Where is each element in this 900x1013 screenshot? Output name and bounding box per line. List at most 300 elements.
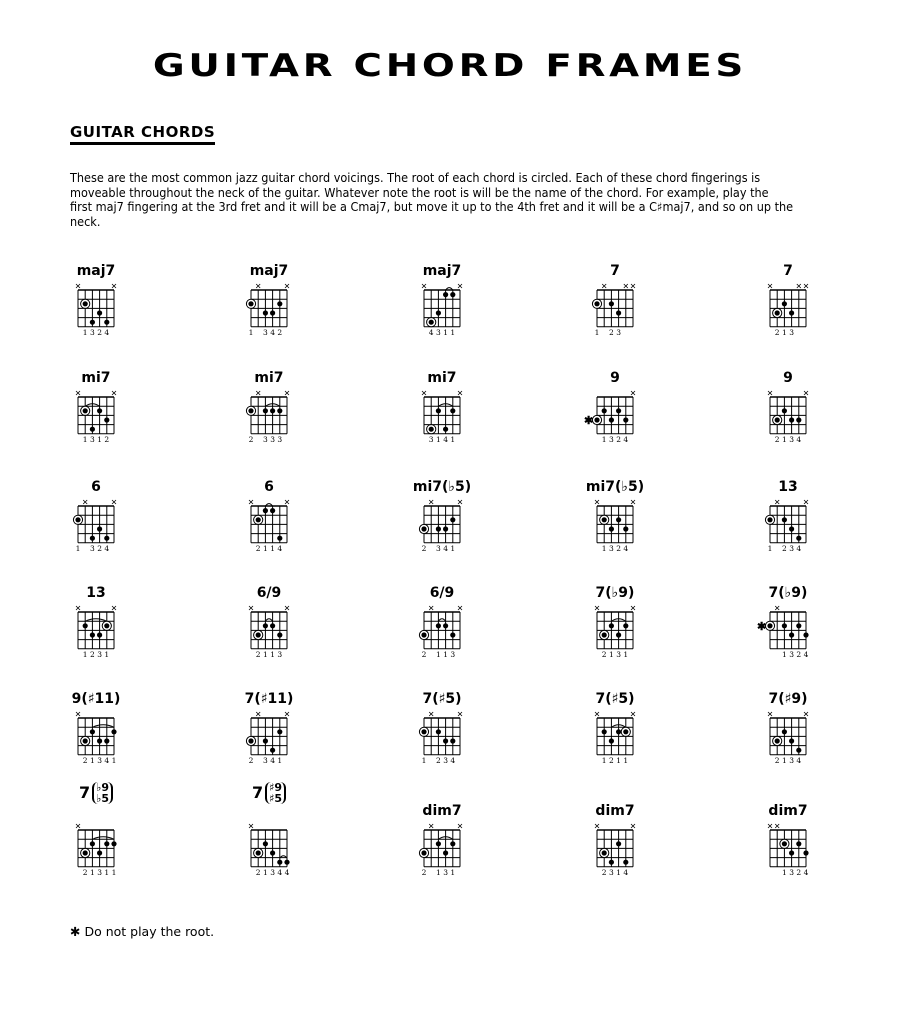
- finger-number: 2: [82, 755, 88, 765]
- finger-dot: [97, 526, 102, 531]
- fretboard-diagram: [237, 371, 337, 471]
- fretboard-diagram: [64, 804, 164, 904]
- finger-number: 4: [623, 867, 629, 877]
- finger-dot: [90, 841, 95, 846]
- chord-frame: [583, 264, 683, 364]
- finger-dot: [602, 729, 607, 734]
- finger-dot: [782, 301, 787, 306]
- finger-dot: [450, 408, 455, 413]
- finger-dot: [775, 417, 780, 422]
- finger-dot: [83, 623, 88, 628]
- finger-dot: [609, 738, 614, 743]
- finger-number: 1: [111, 867, 117, 877]
- finger-dot: [277, 301, 282, 306]
- chord-frame: [410, 371, 510, 471]
- finger-dot: [270, 623, 275, 628]
- chord-name: 9: [610, 370, 620, 386]
- chord-name: mi7(♭5): [585, 479, 645, 495]
- finger-number: 3: [263, 755, 268, 765]
- chord-name: mi7: [81, 370, 111, 386]
- finger-number: 2: [248, 434, 254, 444]
- finger-dot: [90, 320, 95, 325]
- fretboard-diagram: [583, 264, 683, 364]
- finger-number: 1: [263, 543, 268, 553]
- finger-number: 4: [270, 327, 275, 337]
- chord-frame: [64, 586, 164, 686]
- fretboard-diagram: [410, 264, 510, 364]
- finger-dot: [616, 408, 621, 413]
- finger-dot: [270, 408, 275, 413]
- chord-frame: [410, 804, 510, 904]
- finger-dot: [450, 632, 455, 637]
- chord-name: 6: [91, 479, 101, 495]
- chord-frame: [237, 692, 337, 792]
- finger-dot: [263, 508, 268, 513]
- finger-number: 4: [104, 327, 110, 337]
- finger-number: 2: [796, 867, 802, 877]
- finger-dot: [616, 310, 621, 315]
- finger-number: 1: [436, 867, 441, 877]
- finger-number: 3: [450, 649, 456, 659]
- finger-dot: [429, 427, 434, 432]
- finger-number: 3: [97, 755, 102, 765]
- finger-number: 4: [104, 543, 110, 553]
- finger-number: 1: [270, 649, 275, 659]
- chord-name: 7(♯9): [768, 691, 808, 707]
- finger-number: 3: [97, 649, 102, 659]
- fretboard-diagram: [237, 804, 337, 904]
- finger-dot: [443, 850, 448, 855]
- finger-dot: [90, 632, 95, 637]
- fretboard-diagram: [756, 804, 856, 904]
- finger-dot: [450, 738, 455, 743]
- finger-dot: [270, 850, 275, 855]
- finger-dot: [256, 632, 261, 637]
- chord-frame: [410, 264, 510, 364]
- finger-dot: [436, 729, 441, 734]
- fretboard-diagram: [64, 264, 164, 364]
- chord-frame: [410, 480, 510, 580]
- finger-dot: [623, 417, 628, 422]
- finger-number: 1: [450, 434, 456, 444]
- finger-number: 1: [601, 755, 607, 765]
- finger-number: 1: [623, 649, 629, 659]
- finger-dot: [609, 417, 614, 422]
- chord-frame: [237, 781, 337, 904]
- finger-dot: [803, 850, 808, 855]
- finger-dot: [796, 417, 801, 422]
- finger-dot: [450, 517, 455, 522]
- finger-number: 2: [616, 543, 621, 553]
- finger-dot: [248, 301, 253, 306]
- finger-number: 2: [248, 755, 254, 765]
- finger-dot: [782, 841, 787, 846]
- finger-dot: [594, 301, 599, 306]
- finger-dot: [443, 738, 448, 743]
- finger-number: 1: [450, 867, 456, 877]
- finger-number: 2: [90, 649, 95, 659]
- finger-number: 1: [443, 327, 448, 337]
- chord-frame: [64, 480, 164, 580]
- finger-number: 3: [789, 755, 794, 765]
- fretboard-diagram: [583, 371, 683, 471]
- finger-dot: [90, 536, 95, 541]
- chord-frame: [583, 586, 683, 686]
- finger-number: 3: [443, 755, 448, 765]
- finger-dot: [421, 850, 426, 855]
- chord-name: 9(♯11): [71, 691, 121, 707]
- fretboard-diagram: [756, 371, 856, 471]
- chord-frame: [237, 371, 337, 471]
- asterisk-icon: ✱: [584, 414, 594, 427]
- fretboard-diagram: [756, 480, 856, 580]
- finger-dot: [104, 738, 109, 743]
- finger-dot: [775, 738, 780, 743]
- chord-frame: [410, 586, 510, 686]
- fretboard-diagram: [237, 586, 337, 686]
- finger-dot: [263, 841, 268, 846]
- finger-number: 4: [277, 867, 283, 877]
- finger-dot: [609, 526, 614, 531]
- finger-number: 2: [796, 649, 802, 659]
- finger-number: 1: [623, 755, 629, 765]
- finger-dot: [90, 729, 95, 734]
- finger-dot: [104, 417, 109, 422]
- finger-number: 2: [277, 327, 283, 337]
- chord-frame: [64, 781, 164, 904]
- fretboard-diagram: [583, 480, 683, 580]
- fretboard-diagram: [64, 371, 164, 471]
- finger-number: 2: [421, 867, 427, 877]
- finger-dot: [256, 517, 261, 522]
- finger-number: 3: [90, 434, 95, 444]
- finger-number: 2: [255, 867, 261, 877]
- finger-dot: [270, 508, 275, 513]
- finger-dot: [83, 850, 88, 855]
- finger-dot: [277, 536, 282, 541]
- fretboard-diagram: [237, 264, 337, 364]
- finger-number: 2: [609, 755, 614, 765]
- chord-frame: [756, 371, 856, 471]
- finger-number: 2: [97, 543, 102, 553]
- finger-dot: [111, 729, 116, 734]
- chord-frame: [756, 804, 856, 904]
- finger-number: 1: [277, 755, 283, 765]
- finger-number: 3: [436, 543, 441, 553]
- fretboard-diagram: [410, 586, 510, 686]
- finger-dot: [443, 526, 448, 531]
- finger-dot: [263, 738, 268, 743]
- finger-number: 1: [782, 327, 787, 337]
- finger-number: 1: [782, 867, 787, 877]
- fretboard-diagram: [64, 692, 164, 792]
- finger-dot: [421, 632, 426, 637]
- chord-name: dim7: [595, 803, 635, 819]
- chord-name: maj7: [76, 263, 116, 279]
- finger-number: 4: [277, 543, 283, 553]
- chord-name: 9: [783, 370, 793, 386]
- finger-dot: [256, 850, 261, 855]
- finger-number: 4: [104, 755, 110, 765]
- finger-dot: [796, 536, 801, 541]
- finger-number: 2: [782, 543, 787, 553]
- chord-frame: [583, 804, 683, 904]
- intro-paragraph: These are the most common jazz guitar chord voicings. The root of each chord is circled. Each of these chord fingerings is moveable throughout the neck of the guitar. Whatever note the root is will be the name of the chord. For example, play the first maj7 fingering at the 3rd fret and it will be a Cmaj7, but move it up to the 4th fret and it will be a C♯maj7, and so on up the neck.: [70, 171, 794, 229]
- finger-dot: [104, 623, 109, 628]
- chord-name: maj7: [249, 263, 289, 279]
- finger-dot: [616, 729, 621, 734]
- finger-dot: [796, 841, 801, 846]
- finger-dot: [248, 408, 253, 413]
- finger-dot: [609, 860, 614, 865]
- finger-number: 4: [284, 867, 290, 877]
- finger-number: 4: [450, 755, 456, 765]
- chord-frame: [237, 586, 337, 686]
- chord-name: maj7: [422, 263, 462, 279]
- finger-dot: [111, 841, 116, 846]
- finger-dot: [83, 738, 88, 743]
- finger-dot: [789, 310, 794, 315]
- finger-number: 1: [263, 867, 268, 877]
- chord-frame: [237, 264, 337, 364]
- fretboard-diagram: [64, 586, 164, 686]
- finger-dot: [623, 526, 628, 531]
- finger-dot: [623, 860, 628, 865]
- chord-frame: [756, 480, 856, 580]
- finger-dot: [450, 841, 455, 846]
- finger-number: 1: [450, 327, 456, 337]
- finger-number: 3: [263, 434, 268, 444]
- chord-name: 6/9: [429, 585, 455, 601]
- finger-number: 3: [270, 867, 275, 877]
- finger-number: 1: [111, 755, 117, 765]
- chord-name: 7(♯5): [595, 691, 635, 707]
- finger-dot: [263, 310, 268, 315]
- fretboard-diagram: [410, 371, 510, 471]
- finger-number: 1: [782, 434, 787, 444]
- chord-frame: [583, 371, 683, 471]
- chord-name: mi7: [254, 370, 284, 386]
- finger-number: 3: [616, 649, 621, 659]
- finger-number: 3: [609, 867, 614, 877]
- finger-dot: [782, 517, 787, 522]
- chord-name: 7(♭9): [768, 585, 808, 601]
- finger-number: 2: [436, 755, 441, 765]
- finger-dot: [263, 623, 268, 628]
- finger-dot: [277, 408, 282, 413]
- finger-number: 1: [616, 867, 621, 877]
- finger-number: 1: [90, 755, 95, 765]
- chord-frame: [583, 480, 683, 580]
- chord-frame: [237, 480, 337, 580]
- fretboard-diagram: [756, 264, 856, 364]
- finger-dot: [436, 841, 441, 846]
- finger-number: 1: [782, 649, 787, 659]
- finger-number: 3: [443, 867, 448, 877]
- finger-dot: [421, 526, 426, 531]
- finger-dot: [602, 632, 607, 637]
- finger-number: 3: [277, 649, 283, 659]
- chord-frame: [583, 692, 683, 792]
- finger-dot: [263, 408, 268, 413]
- finger-number: 2: [104, 434, 110, 444]
- chord-frame: [64, 264, 164, 364]
- fretboard-diagram: [410, 804, 510, 904]
- finger-number: 2: [774, 755, 780, 765]
- finger-number: 1: [82, 434, 88, 444]
- finger-number: 1: [609, 649, 614, 659]
- finger-dot: [436, 408, 441, 413]
- finger-number: 4: [443, 543, 448, 553]
- finger-dot: [436, 526, 441, 531]
- finger-dot: [789, 526, 794, 531]
- chord-name: dim7: [768, 803, 808, 819]
- finger-dot: [277, 860, 282, 865]
- finger-dot: [97, 850, 102, 855]
- chord-name: 7(♯5): [422, 691, 462, 707]
- finger-dot: [277, 632, 282, 637]
- finger-number: 1: [594, 327, 600, 337]
- finger-number: 1: [601, 434, 607, 444]
- finger-number: 2: [601, 867, 607, 877]
- finger-number: 1: [263, 649, 268, 659]
- finger-number: 1: [90, 867, 95, 877]
- footnote: ✱ Do not play the root.: [70, 924, 215, 939]
- finger-number: 2: [774, 327, 780, 337]
- section-heading: GUITAR CHORDS: [70, 123, 215, 145]
- finger-number: 3: [609, 543, 614, 553]
- fretboard-diagram: [410, 480, 510, 580]
- finger-number: 2: [601, 649, 607, 659]
- fretboard-diagram: [583, 586, 683, 686]
- finger-number: 2: [255, 649, 261, 659]
- finger-number: 3: [90, 543, 95, 553]
- finger-dot: [782, 408, 787, 413]
- finger-dot: [90, 427, 95, 432]
- finger-number: 4: [796, 434, 802, 444]
- finger-number: 4: [803, 867, 809, 877]
- finger-number: 4: [796, 543, 802, 553]
- chord-name: dim7: [422, 803, 462, 819]
- finger-number: 1: [450, 543, 456, 553]
- finger-number: 1: [104, 649, 110, 659]
- finger-number: 3: [609, 434, 614, 444]
- finger-number: 1: [248, 327, 254, 337]
- chord-frame: [410, 692, 510, 792]
- finger-dot: [789, 632, 794, 637]
- finger-dot: [796, 748, 801, 753]
- chord-frame: [64, 371, 164, 471]
- finger-number: 2: [774, 434, 780, 444]
- finger-dot: [616, 841, 621, 846]
- finger-number: 1: [436, 434, 441, 444]
- fretboard-diagram: [583, 692, 683, 792]
- chord-name: 7 ♯9 ♯5: [239, 782, 299, 804]
- finger-dot: [782, 729, 787, 734]
- page-title: GUITAR CHORD FRAMES: [152, 48, 748, 84]
- finger-number: 3: [789, 434, 794, 444]
- fretboard-diagram: [583, 804, 683, 904]
- finger-dot: [450, 292, 455, 297]
- finger-number: 4: [428, 327, 434, 337]
- finger-number: 2: [421, 649, 427, 659]
- finger-number: 4: [803, 649, 809, 659]
- chord-name: 7: [783, 263, 793, 279]
- fretboard-diagram: [237, 480, 337, 580]
- finger-dot: [602, 517, 607, 522]
- finger-number: 2: [255, 543, 261, 553]
- finger-dot: [767, 623, 772, 628]
- finger-number: 3: [277, 434, 283, 444]
- chord-name: 7: [610, 263, 620, 279]
- finger-dot: [104, 536, 109, 541]
- finger-dot: [609, 301, 614, 306]
- finger-number: 4: [623, 434, 629, 444]
- finger-dot: [97, 310, 102, 315]
- chord-frame: [756, 264, 856, 364]
- finger-number: 3: [97, 867, 102, 877]
- finger-number: 1: [97, 434, 102, 444]
- finger-number: 3: [428, 434, 434, 444]
- chord-frame: [756, 586, 856, 686]
- finger-number: 4: [270, 755, 275, 765]
- finger-dot: [97, 408, 102, 413]
- finger-dot: [782, 623, 787, 628]
- finger-number: 3: [616, 327, 621, 337]
- finger-dot: [277, 729, 282, 734]
- finger-dot: [443, 623, 448, 628]
- chord-name: 7 ♭9 ♭5: [66, 782, 126, 804]
- finger-dot: [75, 517, 80, 522]
- chord-frame: [756, 692, 856, 792]
- finger-number: 1: [616, 755, 621, 765]
- finger-number: 3: [270, 434, 275, 444]
- finger-dot: [104, 841, 109, 846]
- finger-number: 1: [436, 649, 441, 659]
- chord-name: 6/9: [256, 585, 282, 601]
- finger-dot: [796, 623, 801, 628]
- finger-number: 1: [82, 327, 88, 337]
- chord-name: 13: [778, 479, 798, 495]
- chord-frame: [64, 692, 164, 792]
- finger-dot: [803, 632, 808, 637]
- finger-number: 1: [601, 543, 607, 553]
- finger-number: 4: [796, 755, 802, 765]
- finger-number: 1: [104, 867, 110, 877]
- finger-dot: [270, 748, 275, 753]
- fretboard-diagram: [64, 480, 164, 580]
- finger-number: 2: [421, 543, 427, 553]
- chord-name: 6: [264, 479, 274, 495]
- finger-dot: [429, 320, 434, 325]
- finger-number: 3: [789, 649, 794, 659]
- asterisk-icon: ✱: [757, 619, 767, 633]
- finger-number: 4: [623, 543, 629, 553]
- finger-dot: [270, 310, 275, 315]
- finger-dot: [767, 517, 772, 522]
- finger-dot: [789, 738, 794, 743]
- finger-dot: [602, 408, 607, 413]
- finger-number: 3: [90, 327, 95, 337]
- finger-dot: [248, 738, 253, 743]
- finger-number: 1: [421, 755, 427, 765]
- fretboard-diagram: [756, 692, 856, 792]
- finger-number: 1: [75, 543, 81, 553]
- finger-dot: [284, 860, 289, 865]
- finger-number: 4: [443, 434, 448, 444]
- finger-number: 1: [82, 649, 88, 659]
- finger-dot: [443, 292, 448, 297]
